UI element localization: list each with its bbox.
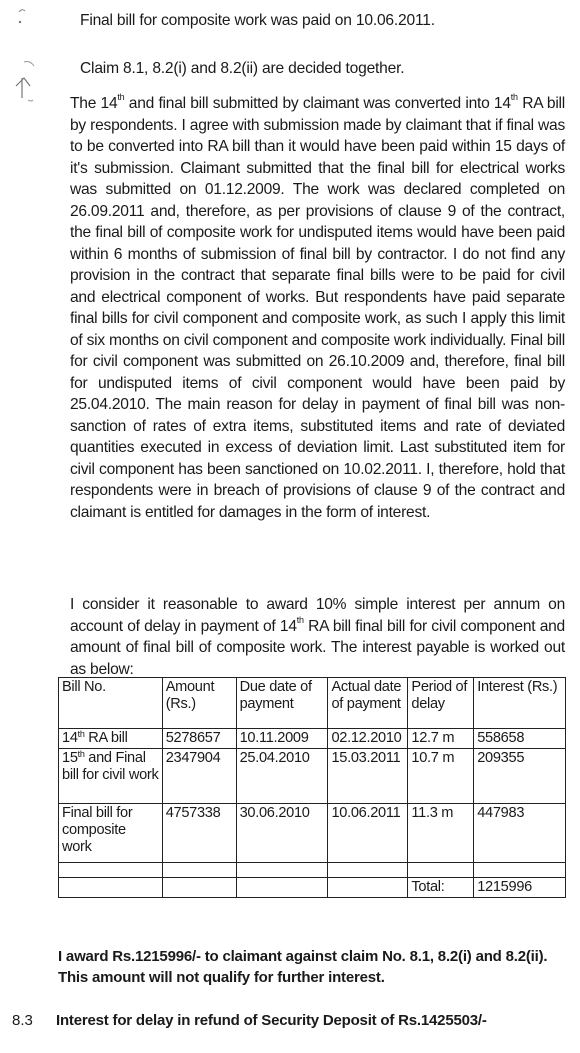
cell-actual-date: 02.12.2010 (328, 729, 408, 749)
superscript: th (117, 92, 125, 102)
cell-period: 10.7 m (408, 749, 474, 804)
main-paragraph (70, 93, 565, 523)
table-row (59, 804, 566, 863)
blank-cell (162, 878, 236, 898)
main-paragraph-part3: RA bill by respondents. I agree with submission made by claimant that if final was to be converted into RA bill than it would have been paid within 15 days of it's submission. Claimant submitted that the final bill for electrical works was submitted on 01.12.2009. The work was declared completed on 26.09.2011 and, therefore, as per provisions of clause 9 of the contract, the final bill of composite work for undisputed items would have been paid within 6 months of submission of final bill by contractor. I do not find any provision in the contract that separate final bills were to be paid for civil and electrical component of works. But respondents have paid separate final bills for civil component and composite work, as such I apply this limit of six months on civil component and composite work individually. Final bill for civil component was submitted on 26.10.2009 and, therefore, final bill for undisputed items of civil component would have been paid by 25.04.2010. The main reason for delay in payment of final bill was non-sanction of rates of extra items, substituted items and rate of deviated quantities executed in excess of deviation limit. Last substituted item for civil component has been sanctioned on 10.02.2011. I, therefore, hold that respondents were in breach of provisions of clause 9 of the contract and claimant is entitled for damages in the form of interest. (70, 95, 565, 521)
interest-table (58, 677, 566, 898)
header-actual-date: Actual date of payment (328, 678, 408, 729)
bill-no-part: RA bill (84, 730, 128, 746)
header-bill-no: Bill No. (59, 678, 163, 729)
cell-period: 12.7 m (408, 729, 474, 749)
margin-scribble-graphic (6, 4, 46, 114)
total-label: Total: (408, 878, 474, 898)
cell-period: 11.3 m (408, 804, 474, 863)
table-blank-row (59, 863, 566, 878)
table-row (59, 749, 566, 804)
table-header-row (59, 678, 566, 729)
cell-actual-date: 10.06.2011 (328, 804, 408, 863)
final-bill-paid-line: Final bill for composite work was paid on 10.06.2011. (80, 12, 435, 29)
cell-interest: 209355 (474, 749, 566, 804)
cell-due-date: 10.11.2009 (236, 729, 328, 749)
header-due-date: Due date of payment (236, 678, 328, 729)
bill-no-part: 14 (62, 730, 78, 746)
award-statement: I award Rs.1215996/- to claimant against claim No. 8.1, 8.2(i) and 8.2(ii). This amount will not qualify for further interest. (58, 948, 548, 986)
table-row (59, 729, 566, 749)
total-value: 1215996 (474, 878, 566, 898)
cell-amount: 5278657 (162, 729, 236, 749)
blank-cell (236, 878, 328, 898)
blank-cell (328, 863, 408, 878)
claim-line: Claim 8.1, 8.2(i) and 8.2(ii) are decided together. (80, 60, 405, 77)
section-title: Interest for delay in refund of Security Deposit of Rs.1425503/- (56, 1012, 487, 1029)
header-amount: Amount (Rs.) (162, 678, 236, 729)
blank-cell (408, 863, 474, 878)
cell-bill-no (59, 729, 163, 749)
blank-cell (474, 863, 566, 878)
superscript: th (510, 92, 518, 102)
bill-no-part: and Final bill for civil work (62, 750, 159, 783)
cell-amount: 2347904 (162, 749, 236, 804)
cell-bill-no (59, 749, 163, 804)
margin-scan-marks (6, 4, 46, 114)
interest-paragraph-part2: RA bill final bill for civil component and amount of final bill of composite work. The interest payable is worked out as below: (70, 617, 565, 678)
superscript: th (77, 729, 85, 739)
blank-cell (236, 863, 328, 878)
cell-due-date: 30.06.2010 (236, 804, 328, 863)
interest-paragraph (70, 594, 565, 680)
superscript: th (77, 749, 85, 759)
cell-due-date: 25.04.2010 (236, 749, 328, 804)
cell-interest: 447983 (474, 804, 566, 863)
bill-no-part: Final bill for composite work (62, 805, 133, 855)
blank-cell (162, 863, 236, 878)
cell-bill-no (59, 804, 163, 863)
header-period: Period of delay (408, 678, 474, 729)
superscript: th (296, 614, 304, 625)
main-paragraph-part2: and final bill submitted by claimant was converted into 14 (124, 95, 511, 112)
cell-actual-date: 15.03.2011 (328, 749, 408, 804)
cell-interest: 558658 (474, 729, 566, 749)
blank-cell (59, 863, 163, 878)
main-paragraph-part1: The 14 (70, 95, 118, 112)
table-total-row (59, 878, 566, 898)
header-interest: Interest (Rs.) (474, 678, 566, 729)
interest-paragraph-part1: I consider it reasonable to award 10% simple interest per annum on account of delay in payment of 14 (70, 596, 565, 635)
blank-cell (328, 878, 408, 898)
section-number: 8.3 (12, 1012, 33, 1029)
blank-cell (59, 878, 163, 898)
bill-no-part: 15 (62, 750, 78, 766)
cell-amount: 4757338 (162, 804, 236, 863)
